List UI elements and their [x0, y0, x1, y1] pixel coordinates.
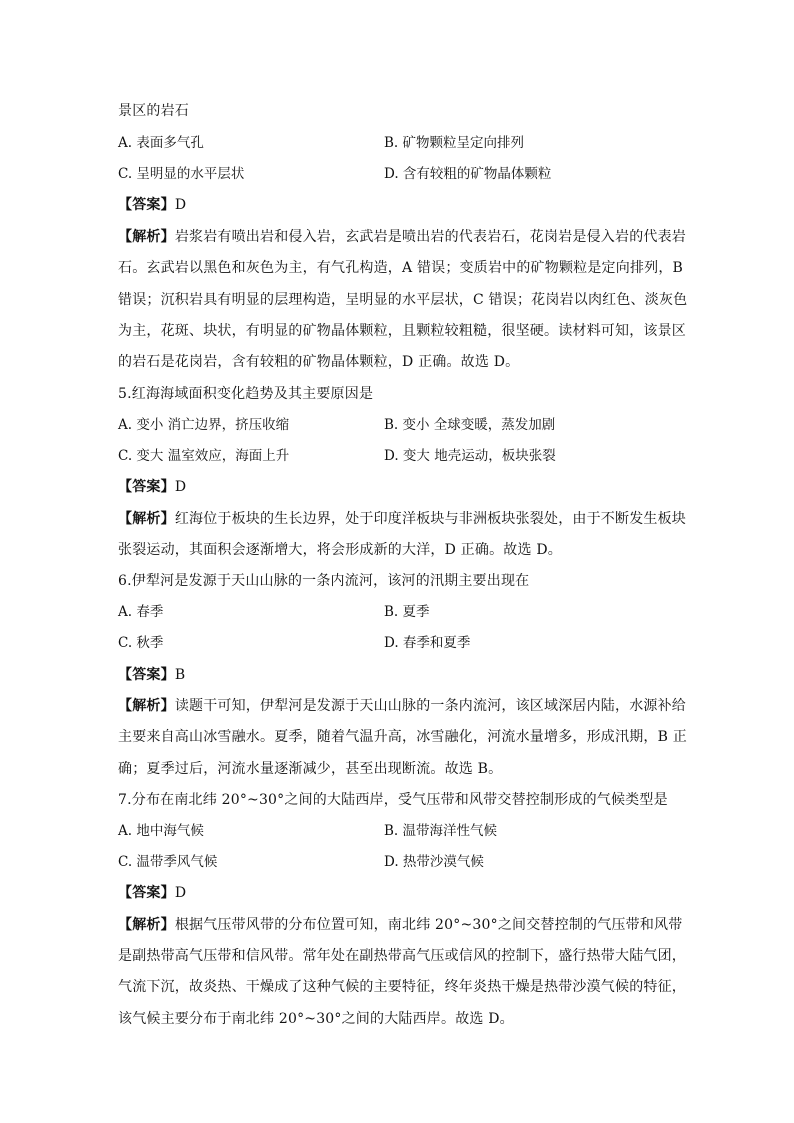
q7-option-a: A. 地中海气候	[118, 823, 204, 839]
q7-stem: 7.分布在南北纬 20°~30°之间的大陆西岸，受气压带和风带交替控制形成的气候类型是	[118, 792, 668, 808]
q6-analysis-line: 主要来自高山冰雪融水。夏季，随着气温升高，冰雪融化，河流水量增多，形成汛期，B 正	[118, 729, 687, 745]
answer-tag: 【答案】	[118, 885, 175, 901]
q7-option-d: D. 热带沙漠气候	[384, 854, 484, 870]
q4-analysis-line: 的岩石是花岗岩，含有较粗的矿物晶体颗粒，D 正确。故选 D。	[118, 354, 520, 370]
q5-option-b: B. 变小 全球变暖，蒸发加剧	[384, 417, 556, 433]
q6-analysis-line: 【解析】读题干可知，伊犁河是发源于天山山脉的一条内流河，该区域深居内陆，水源补给	[118, 698, 687, 714]
answer-value: D	[174, 479, 187, 495]
q5-analysis-line: 张裂运动，其面积会逐渐增大，将会形成新的大洋，D 正确。故选 D。	[118, 542, 562, 558]
answer-tag: 【答案】	[118, 479, 175, 495]
answer-value: D	[174, 885, 187, 901]
q6-analysis-line: 确；夏季过后，河流水量逐渐减少，甚至出现断流。故选 B。	[118, 761, 503, 777]
q4-answer	[118, 195, 678, 215]
answer-tag: 【答案】	[118, 197, 175, 213]
q6-option-c: C. 秋季	[118, 635, 164, 651]
analysis-tag: 【解析】	[118, 917, 175, 933]
q7-option-c: C. 温带季风气候	[118, 854, 218, 870]
q7-analysis-line: 【解析】根据气压带风带的分布位置可知，南北纬 20°~30°之间交替控制的气压带和风带	[118, 917, 683, 933]
q5-answer	[118, 477, 678, 497]
answer-value: D	[174, 197, 187, 213]
answer-tag: 【答案】	[118, 667, 175, 683]
analysis-tag: 【解析】	[118, 229, 175, 245]
q4-option-c: C. 呈明显的水平层状	[118, 166, 245, 182]
q7-answer	[118, 883, 678, 903]
q7-analysis-line: 是副热带高气压带和信风带。常年处在副热带高气压或信风的控制下，盛行热带大陆气团，	[118, 948, 686, 964]
q6-option-a: A. 春季	[118, 604, 164, 620]
q5-analysis-line: 【解析】红海位于板块的生长边界，处于印度洋板块与非洲板块张裂处，由于不断发生板块	[118, 511, 687, 527]
q6-option-d: D. 春季和夏季	[384, 635, 471, 651]
q4-option-a: A. 表面多气孔	[118, 135, 204, 151]
q4-option-b: B. 矿物颗粒呈定向排列	[384, 135, 525, 151]
q7-analysis-line: 气流下沉，故炎热、干燥成了这种气候的主要特征，终年炎热干燥是热带沙漠气候的特征，	[118, 979, 686, 995]
analysis-tag: 【解析】	[118, 511, 175, 527]
q4-analysis-line: 【解析】岩浆岩有喷出岩和侵入岩，玄武岩是喷出岩的代表岩石，花岗岩是侵入岩的代表岩	[118, 229, 687, 245]
q5-option-a: A. 变小 消亡边界，挤压收缩	[118, 417, 290, 433]
q4-stem-tail: 景区的岩石	[118, 103, 189, 119]
q5-option-d: D. 变大 地壳运动，板块张裂	[384, 448, 556, 464]
q6-option-b: B. 夏季	[384, 604, 430, 620]
q6-answer	[118, 665, 678, 685]
q7-analysis-line: 该气候主要分布于南北纬 20°~30°之间的大陆西岸。故选 D。	[118, 1011, 514, 1027]
q4-analysis-line: 石。玄武岩以黑色和灰色为主，有气孔构造，A 错误；变质岩中的矿物颗粒是定向排列，B	[118, 260, 684, 276]
analysis-tag: 【解析】	[118, 698, 175, 714]
q5-option-c: C. 变大 温室效应，海面上升	[118, 448, 290, 464]
answer-value: B	[174, 667, 186, 683]
q4-analysis-line: 错误；沉积岩具有明显的层理构造，呈明显的水平层状，C 错误；花岗岩以肉红色、淡灰色	[118, 292, 688, 308]
q6-stem: 6.伊犁河是发源于天山山脉的一条内流河，该河的汛期主要出现在	[118, 573, 530, 589]
q4-analysis-line: 为主，花斑、块状，有明显的矿物晶体颗粒，且颗粒较粗糙，很坚硬。读材料可知，该景区	[118, 323, 686, 339]
q4-option-d: D. 含有较粗的矿物晶体颗粒	[384, 166, 552, 182]
q7-option-b: B. 温带海洋性气候	[384, 823, 498, 839]
q5-stem: 5.红海海域面积变化趋势及其主要原因是	[118, 386, 374, 402]
